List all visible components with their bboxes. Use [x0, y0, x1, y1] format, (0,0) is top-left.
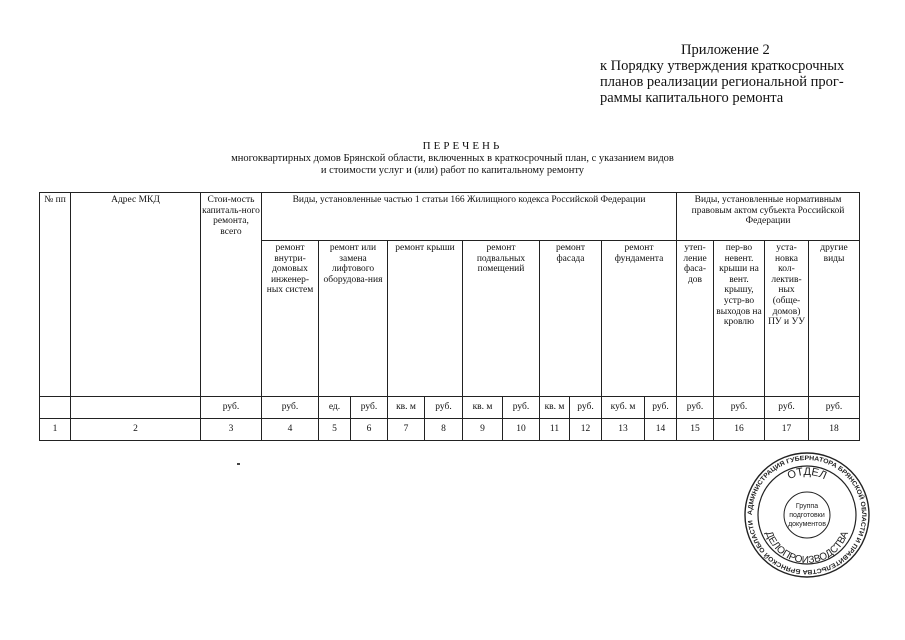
unit-cell: руб.	[714, 397, 765, 419]
unit-cell: руб.	[677, 397, 714, 419]
header-facade-insulation: утеп-ление фаса-дов	[677, 241, 714, 397]
unit-cell	[40, 397, 71, 419]
column-number: 5	[319, 419, 351, 441]
header-address: Адрес МКД	[71, 193, 201, 397]
unit-cell: ед.	[319, 397, 351, 419]
appendix-line: планов реализации региональной прог-	[600, 74, 844, 90]
stamp-center-line: Группа	[795, 503, 819, 510]
column-number: 6	[351, 419, 388, 441]
header-number: № пп	[40, 193, 71, 397]
repair-list-table	[39, 192, 860, 441]
header-group-housing-code: Виды, установленные частью 1 статьи 166 Жилищного кодекса Российской Федерации	[262, 193, 677, 241]
column-number: 16	[714, 419, 765, 441]
appendix-line: к Порядку утверждения краткосрочных	[600, 58, 845, 74]
header-roof-conversion: пер-во невент. крыши на вент. крышу, устр-во выходов на кровлю	[714, 241, 765, 397]
unit-cell: куб. м	[602, 397, 645, 419]
column-number: 8	[425, 419, 463, 441]
header-foundation: ремонт фундамента	[602, 241, 677, 397]
unit-cell: руб.	[809, 397, 860, 419]
stamp-center-line: документов	[788, 521, 826, 528]
unit-cell	[71, 397, 201, 419]
column-number: 1	[40, 419, 71, 441]
stamp-center-line: подготовки	[789, 512, 825, 519]
column-number: 15	[677, 419, 714, 441]
column-number: 17	[765, 419, 809, 441]
unit-cell: руб.	[503, 397, 540, 419]
unit-cell: руб.	[765, 397, 809, 419]
document-title: ПЕРЕЧЕНЬ	[422, 140, 503, 152]
column-number: 2	[71, 419, 201, 441]
header-roof: ремонт крыши	[388, 241, 463, 397]
unit-cell: руб.	[645, 397, 677, 419]
unit-cell: руб.	[201, 397, 262, 419]
stamp-top-text: ОТДЕЛ	[785, 465, 829, 483]
unit-cell: кв. м	[540, 397, 570, 419]
office-stamp	[742, 450, 872, 580]
unit-cell: руб.	[425, 397, 463, 419]
header-other: другие виды	[809, 241, 860, 397]
document-subtitle: и стоимости услуг и (или) работ по капитальному ремонту	[320, 165, 585, 176]
header-elevator: ремонт или замена лифтового оборудова-ния	[319, 241, 388, 397]
column-number: 3	[201, 419, 262, 441]
column-number: 11	[540, 419, 570, 441]
column-number: 12	[570, 419, 602, 441]
column-number: 14	[645, 419, 677, 441]
header-group-regional: Виды, установленные нормативным правовым актом субъекта Российской Федерации	[677, 193, 860, 241]
document-heading	[0, 140, 905, 178]
header-basement: ремонт подвальных помещений	[463, 241, 540, 397]
unit-cell: руб.	[262, 397, 319, 419]
column-number: 18	[809, 419, 860, 441]
stamp-ring-text: АДМИНИСТРАЦИЯ ГУБЕРНАТОРА БРЯНСКОЙ ОБЛАСТИ И ПРАВИТЕЛЬСТВА БРЯНСКОЙ ОБЛАСТИ	[746, 454, 868, 576]
header-facade: ремонт фасада	[540, 241, 602, 397]
appendix-number: Приложение 2	[681, 42, 770, 58]
unit-cell: кв. м	[388, 397, 425, 419]
column-number: 4	[262, 419, 319, 441]
unit-cell: руб.	[570, 397, 602, 419]
column-number: 10	[503, 419, 540, 441]
appendix-note	[600, 42, 870, 106]
header-total-cost: Стои-мость капиталь-ного ремонта, всего	[201, 193, 262, 397]
document-subtitle: многоквартирных домов Брянской области, включенных в краткосрочный план, с указанием видов	[231, 152, 674, 164]
unit-cell: руб.	[351, 397, 388, 419]
column-number: 7	[388, 419, 425, 441]
stamp-bottom-text: ДЕЛОПРОИЗВОДСТВА	[763, 529, 851, 567]
column-number: 9	[463, 419, 503, 441]
scan-speck	[237, 463, 240, 465]
header-meters: уста-новка кол-лектив-ных (обще-домов) ПУ и УУ	[765, 241, 809, 397]
appendix-line: раммы капитального ремонта	[600, 90, 784, 106]
unit-cell: кв. м	[463, 397, 503, 419]
column-number: 13	[602, 419, 645, 441]
header-engineering-systems: ремонт внутри-домовых инженер-ных систем	[262, 241, 319, 397]
